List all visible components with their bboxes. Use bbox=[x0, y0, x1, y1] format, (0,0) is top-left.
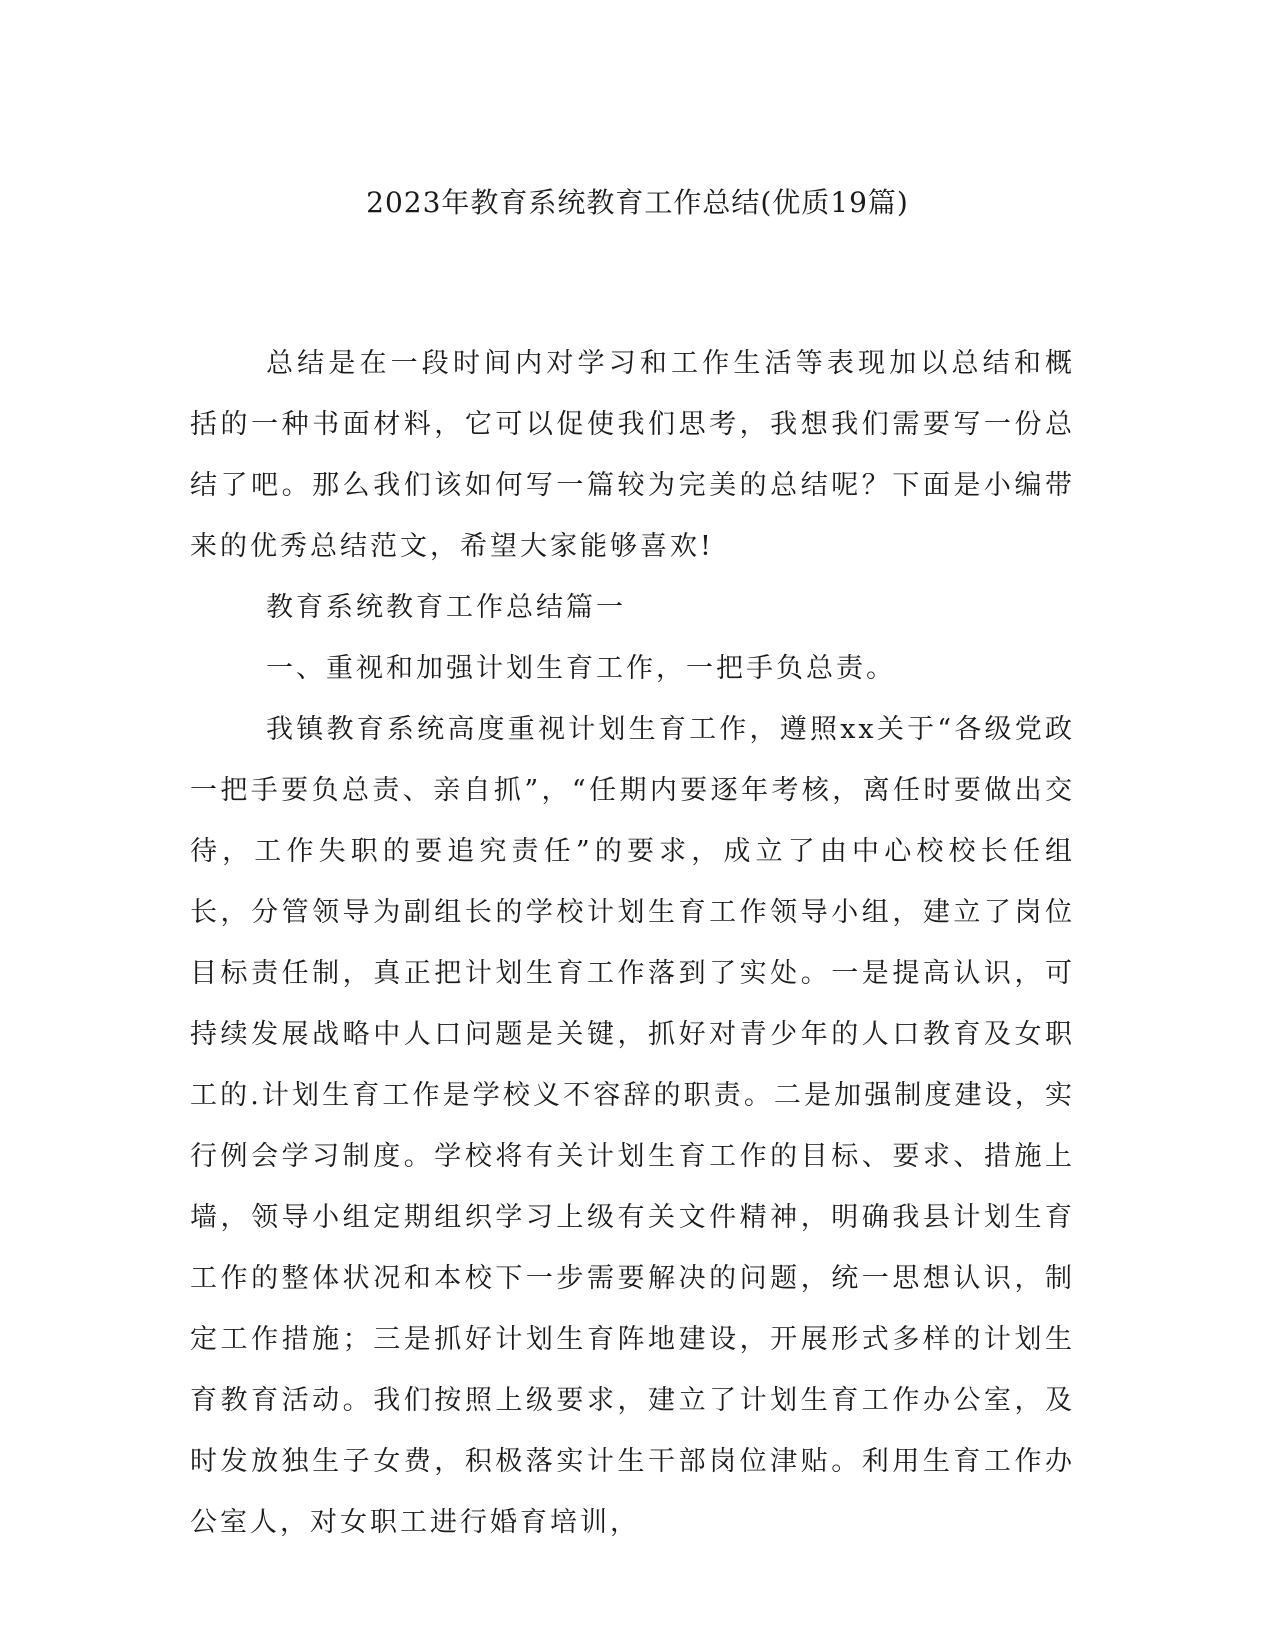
document-body bbox=[190, 333, 1075, 1553]
subheading: 一、重视和加强计划生育工作，一把手负总责。 bbox=[266, 653, 896, 684]
section-heading: 教育系统教育工作总结篇一 bbox=[266, 592, 626, 623]
body-paragraph: 我镇教育系统高度重视计划生育工作，遵照xx关于“各级党政一把手要负总责、亲自抓”，“任期内要逐年考核，离任时要做出交待，工作失职的要追究责任”的要求，成立了由中心校校长任组长，分管领导为副组长的学校计划生育工作领导小组，建立了岗位目标责任制，真正把计划生育工作落到了实处。一是提高认识，可持续发展战略中人口问题是关键，抓好对青少年的人口教育及女职工的.计划生育工作是学校义不容辞的职责。二是加强制度建设，实行例会学习制度。学校将有关计划生育工作的目标、要求、措施上墙，领导小组定期组织学习上级有关文件精神，明确我县计划生育工作的整体状况和本校下一步需要解决的问题，统一思想认识，制定工作措施；三是抓好计划生育阵地建设，开展形式多样的计划生育教育活动。我们按照上级要求，建立了计划生育工作办公室，及时发放独生子女费，积极落实计生干部岗位津贴。利用生育工作办公室人，对女职工进行婚育培训， bbox=[190, 714, 1075, 1538]
document-title: 2023年教育系统教育工作总结(优质19篇) bbox=[366, 186, 909, 219]
intro-paragraph: 总结是在一段时间内对学习和工作生活等表现加以总结和概括的一种书面材料，它可以促使我们思考，我想我们需要写一份总结了吧。那么我们该如何写一篇较为完美的总结呢？下面是小编带来的优秀总结范文，希望大家能够喜欢! bbox=[190, 348, 1075, 562]
